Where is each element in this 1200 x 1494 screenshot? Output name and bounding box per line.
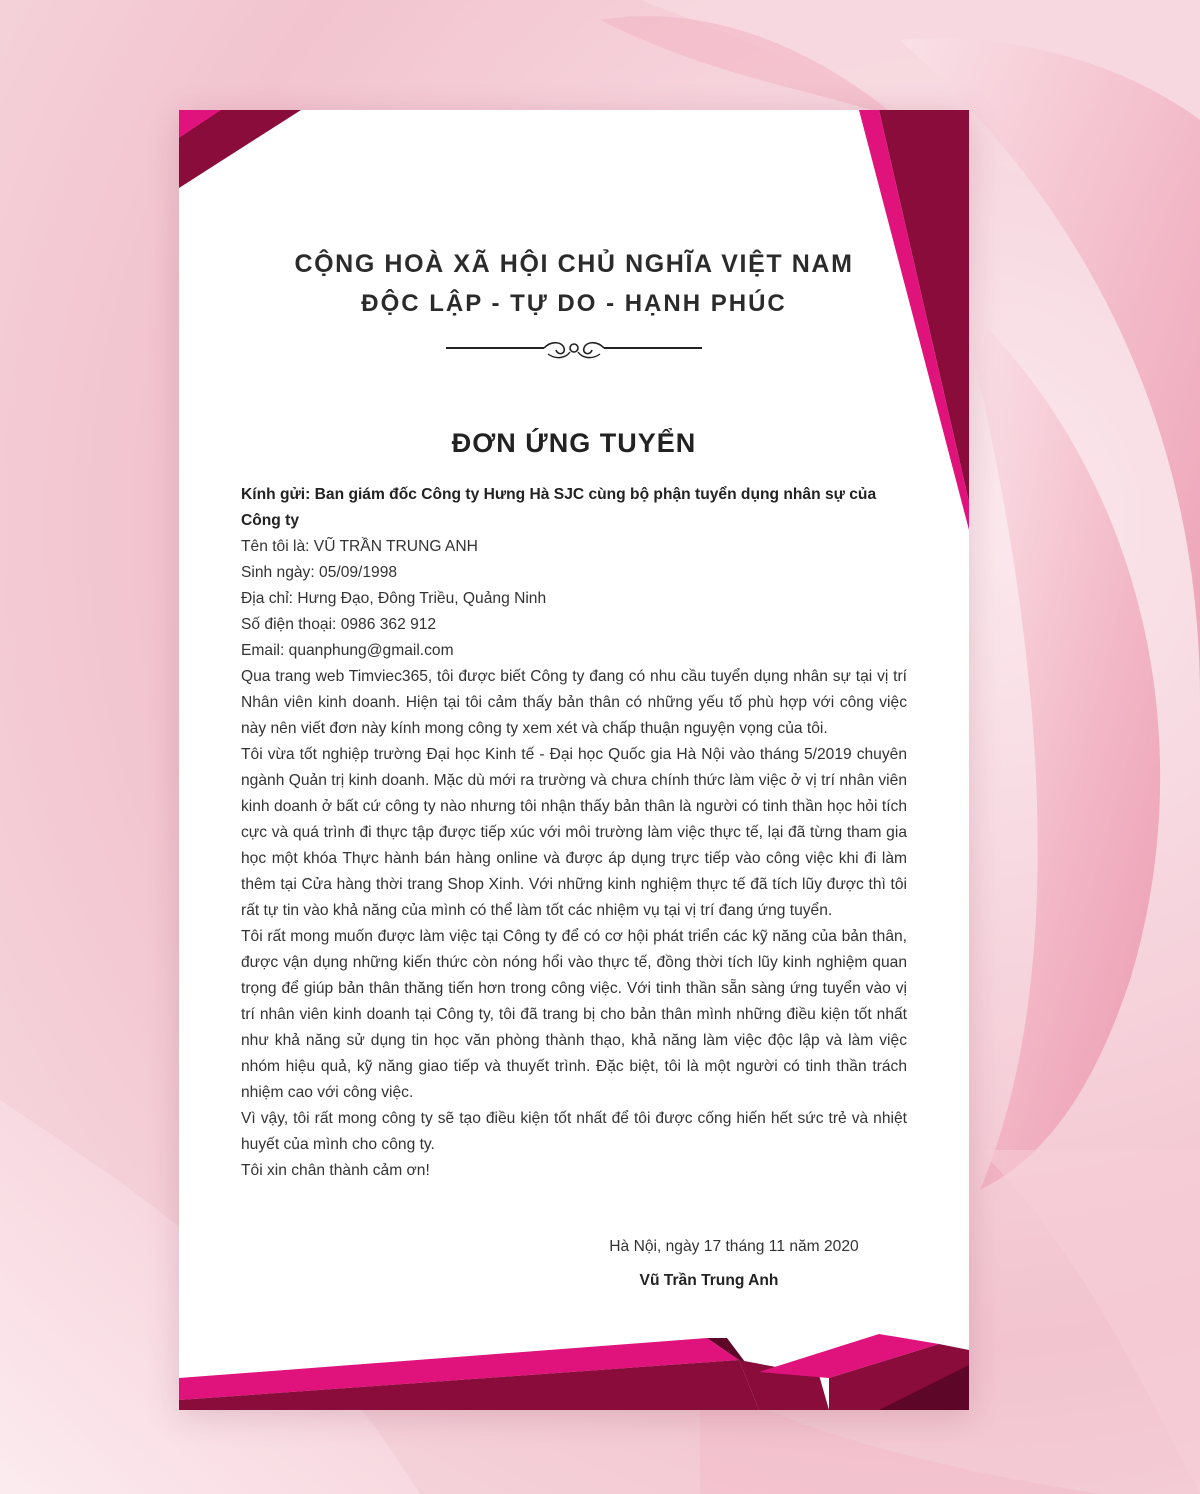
recipient-line: Kính gửi: Ban giám đốc Công ty Hưng Hà SJC cùng bộ phận tuyển dụng nhân sự của Công ty bbox=[241, 486, 877, 529]
applicant-name: Tên tôi là: VŨ TRẦN TRUNG ANH bbox=[241, 538, 478, 555]
letter-title: ĐƠN ỨNG TUYỂN bbox=[451, 428, 697, 458]
email: Email: quanphung@gmail.com bbox=[241, 642, 454, 659]
national-header: CỘNG HOÀ XÃ HỘI CHỦ NGHĨA VIỆT NAM bbox=[294, 250, 854, 278]
place-date: Hà Nội, ngày 17 tháng 11 năm 2020 bbox=[609, 1238, 859, 1255]
closing-line: Tôi xin chân thành cảm ơn! bbox=[241, 1162, 430, 1179]
paragraph-motivation: Tôi rất mong muốn được làm việc tại Công ty để có cơ hội phát triển các kỹ năng của bản thân, được vận dụng những kiến thức còn nóng hổi vào thực tế, đồng thời tích lũy kinh nghiệm quan trọng để giúp bản thân thăng tiến hơn trong công việc. Với tinh thần sẵn sàng ứng tuyển vào vị trí nhân viên kinh doanh tại Công ty, tôi đã trang bị cho bản thân mình những điều kiện tốt nhất như khả năng sử dụng tin học văn phòng thành thạo, khả năng làm việc độc lập và làm việc nhóm hiệu quả, kỹ năng giao tiếp và thuyết trình. Đặc biệt, tôi là một người có tinh thần trách nhiệm cao với công việc. bbox=[241, 928, 907, 1101]
date-of-birth: Sinh ngày: 05/09/1998 bbox=[241, 564, 398, 581]
letter-body bbox=[241, 482, 907, 1184]
phone-number: Số điện thoại: 0986 362 912 bbox=[241, 616, 437, 633]
national-motto: ĐỘC LẬP - TỰ DO - HẠNH PHÚC bbox=[361, 290, 787, 317]
signer-name: Vũ Trần Trung Anh bbox=[639, 1272, 779, 1289]
paragraph-request: Vì vậy, tôi rất mong công ty sẽ tạo điều kiện tốt nhất để tôi được cống hiến hết sức trẻ và nhiệt huyết của mình cho công ty. bbox=[241, 1110, 907, 1153]
paragraph-intro: Qua trang web Timviec365, tôi được biết Công ty đang có nhu cầu tuyển dụng nhân sự tại vị trí Nhân viên kinh doanh. Hiện tại tôi cảm thấy bản thân có những yếu tố phù hợp với công việc này nên viết đơn này kính mong công ty xem xét và chấp thuận nguyện vọng của tôi. bbox=[241, 668, 907, 737]
signoff bbox=[579, 1230, 889, 1298]
application-letter bbox=[179, 110, 969, 1410]
address: Địa chỉ: Hưng Đạo, Đông Triều, Quảng Ninh bbox=[241, 590, 547, 607]
divider-ornament bbox=[444, 338, 704, 362]
paragraph-education: Tôi vừa tốt nghiệp trường Đại học Kinh tế - Đại học Quốc gia Hà Nội vào tháng 5/2019 chuyên ngành Quản trị kinh doanh. Mặc dù mới ra trường và chưa chính thức làm việc ở vị trí nhân viên kinh doanh ở bất cứ công ty nào nhưng tôi nhận thấy bản thân là người có tinh thần học hỏi tích cực và quá trình đi thực tập được tiếp xúc với môi trường làm việc thực tế, lại đã từng tham gia học một khóa Thực hành bán hàng online và được áp dụng trực tiếp vào công việc khi đi làm thêm tại Cửa hàng thời trang Shop Xinh. Với những kinh nghiệm thực tế đã tích lũy được thì tôi rất tự tin vào khả năng của mình có thể làm tốt các nhiệm vụ tại vị trí đang ứng tuyển. bbox=[241, 746, 907, 919]
